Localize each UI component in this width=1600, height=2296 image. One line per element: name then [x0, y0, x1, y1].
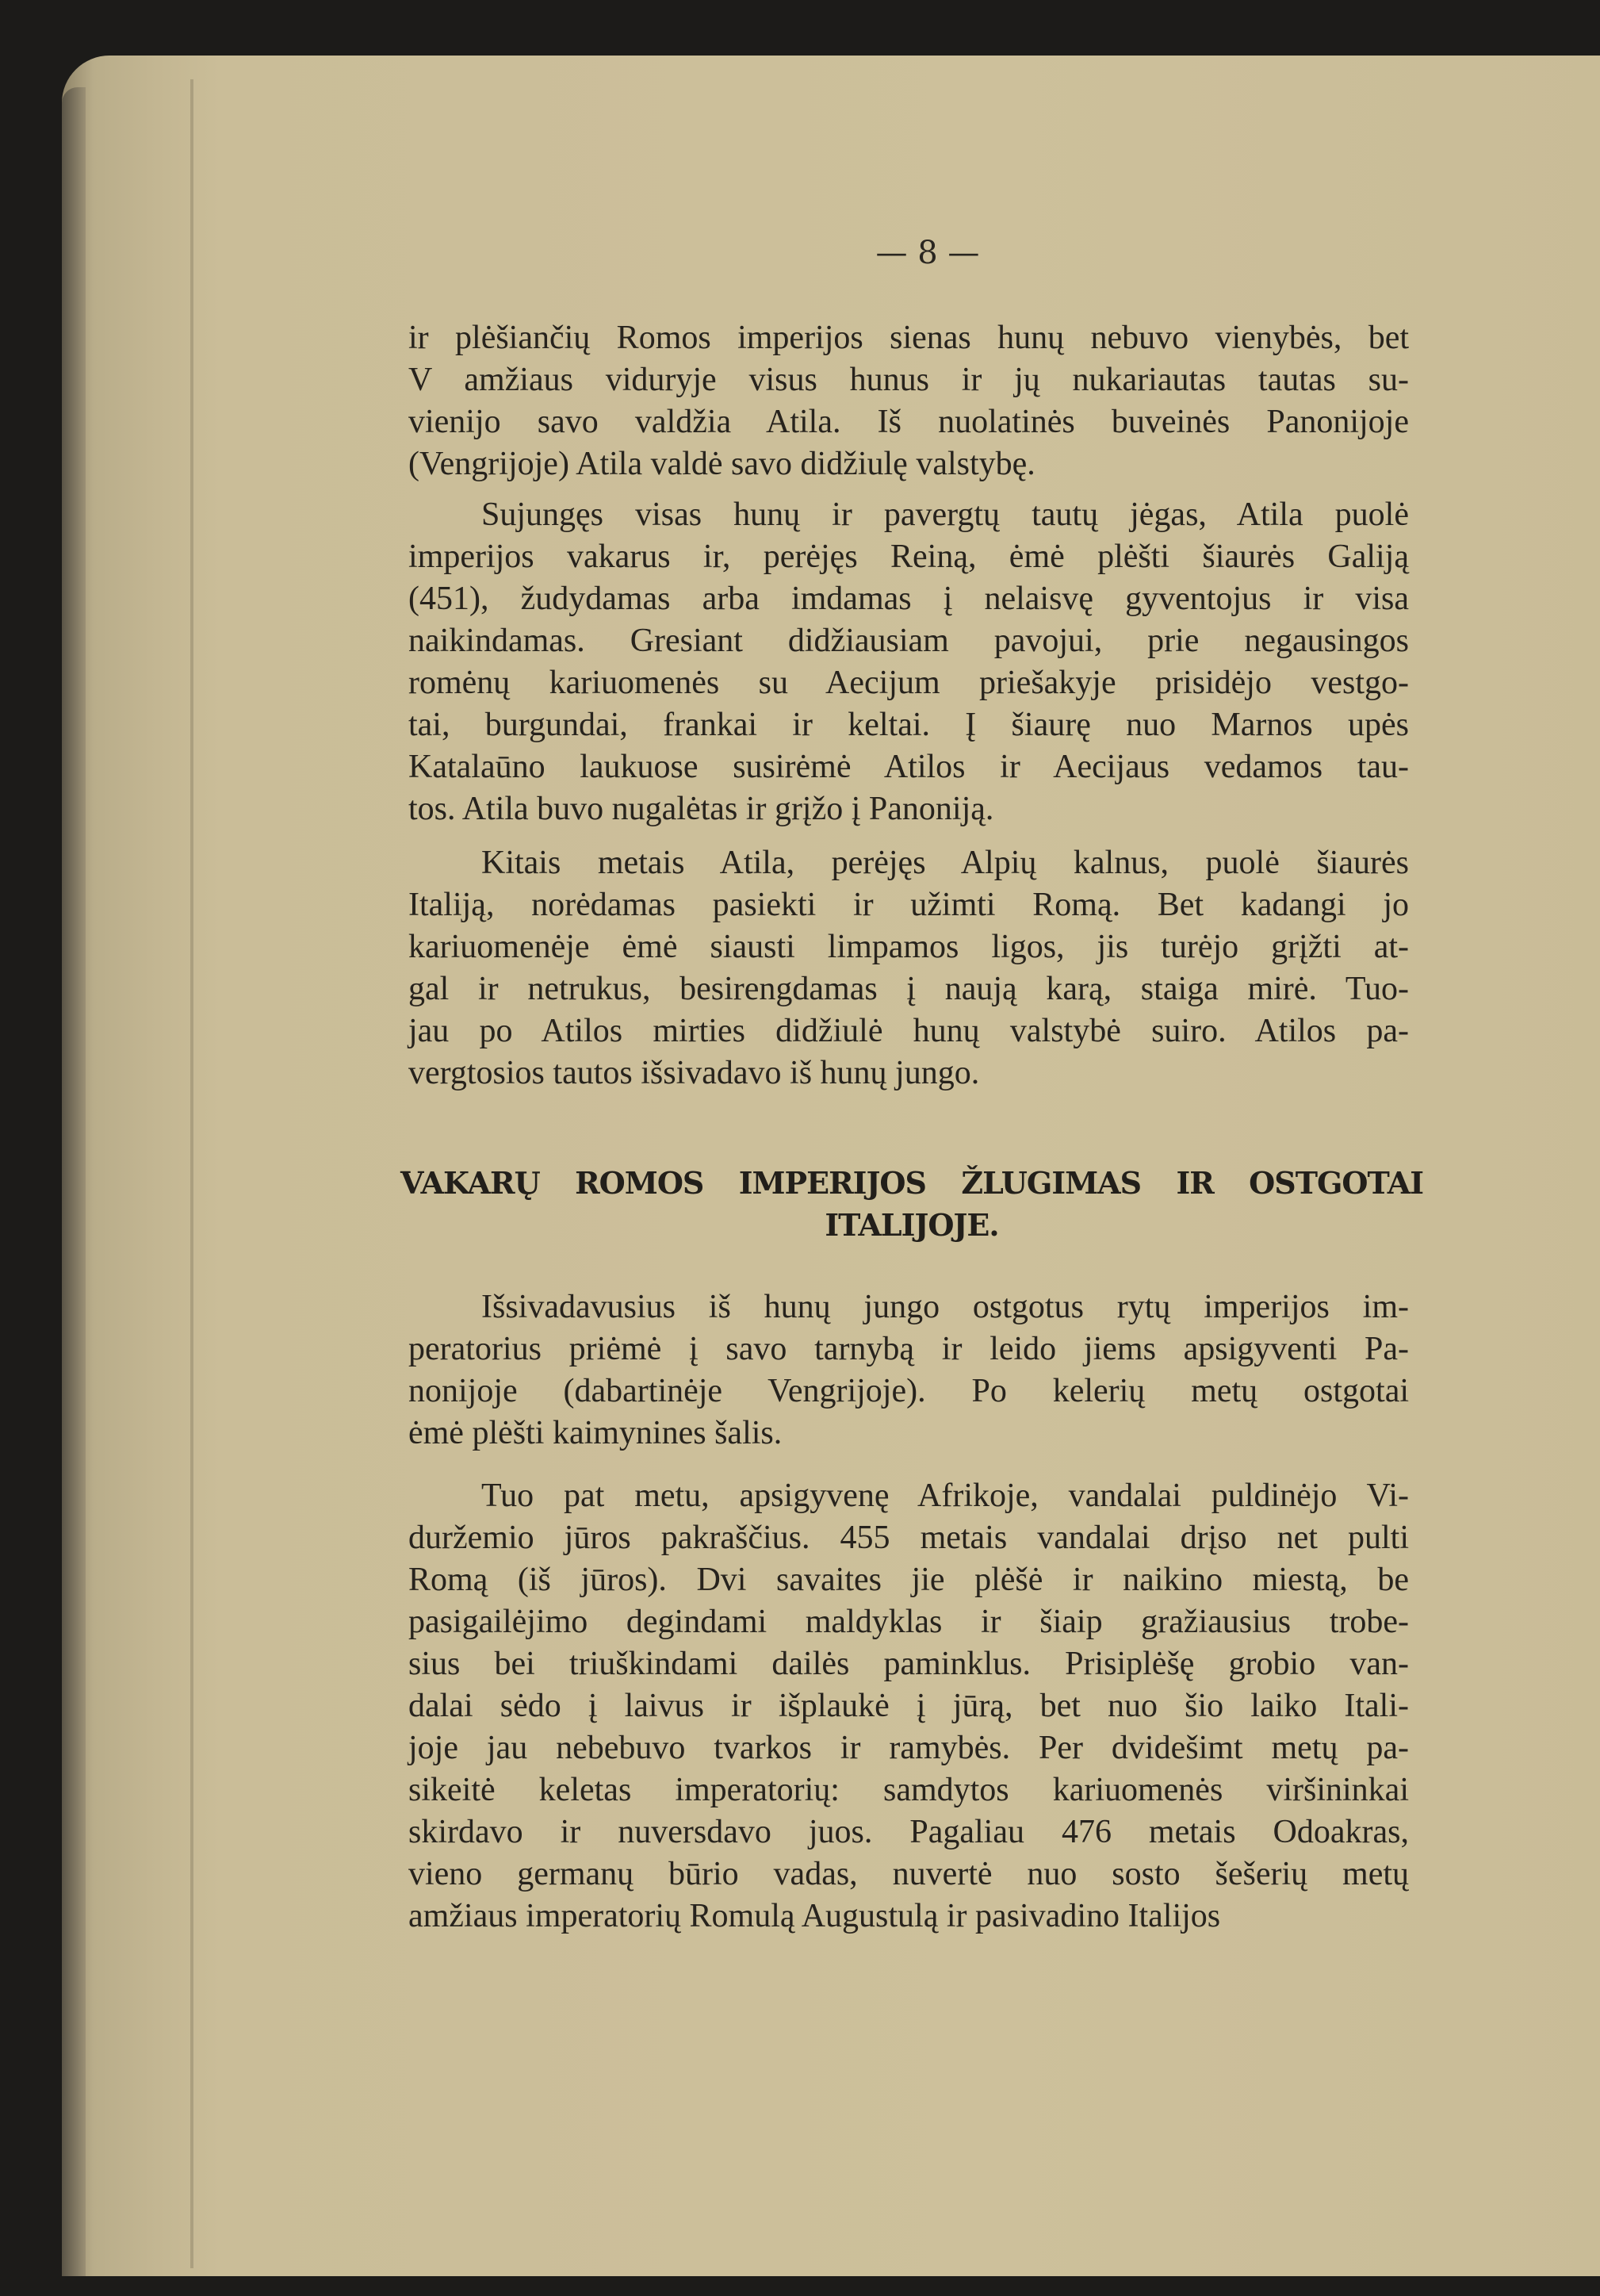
text-line: tos. Atila buvo nugalėtas ir grįžo į Panoniją. — [408, 791, 994, 827]
text-line: Italiją, norėdamas pasiekti ir užimti Romą. Bet kadangi jo — [408, 887, 1409, 923]
text-line: vergtosios tautos išsivadavo iš hunų jungo. — [408, 1055, 980, 1091]
heading-line: ITALIJOJE. — [825, 1207, 999, 1243]
text-line: Kitais metais Atila, perėjęs Alpių kalnus, puolė šiaurės — [481, 845, 1409, 881]
text-line: Išsivadavusius iš hunų jungo ostgotus rytų imperijos im- — [481, 1289, 1409, 1325]
text-line: peratorius priėmė į savo tarnybą ir leido jiems apsigyventi Pa- — [408, 1331, 1409, 1367]
text-line: imperijos vakarus ir, perėjęs Reiną, ėmė plėšti šiaurės Galiją — [408, 539, 1409, 575]
text-line: sikeitė keletas imperatorių: samdytos kariuomenės viršininkai — [408, 1772, 1409, 1808]
paragraph-5 — [408, 1475, 1409, 1938]
text-line: skirdavo ir nuversdavo juos. Pagaliau 476 metais Odoakras, — [408, 1814, 1409, 1850]
text-line: Katalaūno laukuose susirėmė Atilos ir Aecijaus vedamos tau- — [408, 749, 1409, 785]
page-fold-line — [190, 79, 193, 2268]
text-line: ir plėšiančių Romos imperijos sienas hunų nebuvo vienybės, bet — [408, 320, 1409, 356]
paragraph-4 — [408, 1286, 1409, 1455]
text-line: tai, burgundai, frankai ir keltai. Į šiaurę nuo Marnos upės — [408, 707, 1409, 743]
text-line: V amžiaus viduryje visus hunus ir jų nukariautas tautas su- — [408, 362, 1409, 398]
text-line: gal ir netrukus, besirengdamas į naują karą, staiga mirė. Tuo- — [408, 971, 1409, 1007]
text-line: ėmė plėšti kaimynines šalis. — [408, 1415, 783, 1451]
text-line: joje jau nebebuvo tvarkos ir ramybės. Per dvidešimt metų pa- — [408, 1730, 1409, 1766]
section-heading — [400, 1163, 1423, 1247]
text-line: (Vengrijoje) Atila valdė savo didžiulę valstybę. — [408, 446, 1035, 482]
text-line: Tuo pat metu, apsigyvenę Afrikoje, vandalai puldinėjo Vi- — [481, 1478, 1409, 1514]
text-line: pasigailėjimo degindami maldyklas ir šiaip gražiausius trobe- — [408, 1604, 1409, 1640]
text-line: vieno germanų būrio vadas, nuvertė nuo sosto šešerių metų — [408, 1856, 1409, 1892]
paragraph-2 — [408, 494, 1409, 830]
paragraph-3 — [408, 842, 1409, 1094]
text-line: amžiaus imperatorių Romulą Augustulą ir pasivadino Italijos — [408, 1898, 1221, 1934]
text-line: dalai sėdo į laivus ir išplaukė į jūrą, bet nuo šio laiko Itali- — [408, 1688, 1409, 1724]
text-line: Romą (iš jūros). Dvi savaites jie plėšė ir naikino miestą, be — [408, 1562, 1409, 1598]
text-line: (451), žudydamas arba imdamas į nelaisvę gyventojus ir visa — [408, 581, 1409, 617]
text-line: jau po Atilos mirties didžiulė hunų valstybė suiro. Atilos pa- — [408, 1013, 1409, 1049]
page-number: — 8 — — [875, 235, 980, 271]
text-line: nonijoje (dabartinėje Vengrijoje). Po kelerių metų ostgotai — [408, 1373, 1409, 1409]
paragraph-1 — [408, 317, 1409, 485]
text-line: duržemio jūros pakraščius. 455 metais vandalai drįso net pulti — [408, 1520, 1409, 1556]
text-line: romėnų kariuomenės su Aecijum priešakyje prisidėjo vestgo- — [408, 665, 1409, 701]
text-line: vienijo savo valdžia Atila. Iš nuolatinės buveinės Panonijoje — [408, 404, 1409, 440]
text-line: naikindamas. Gresiant didžiausiam pavojui, prie negausingos — [408, 623, 1409, 659]
book-spine-edge — [62, 87, 86, 2276]
text-line: kariuomenėje ėmė siausti limpamos ligos, jis turėjo grįžti at- — [408, 929, 1409, 965]
heading-line: VAKARŲ ROMOS IMPERIJOS ŽLUGIMAS IR OSTGOTAI — [400, 1165, 1423, 1201]
text-line: sius bei triuškindami dailės paminklus. Prisiplėšę grobio van- — [408, 1646, 1409, 1682]
text-line: Sujungęs visas hunų ir pavergtų tautų jėgas, Atila puolė — [481, 496, 1409, 533]
